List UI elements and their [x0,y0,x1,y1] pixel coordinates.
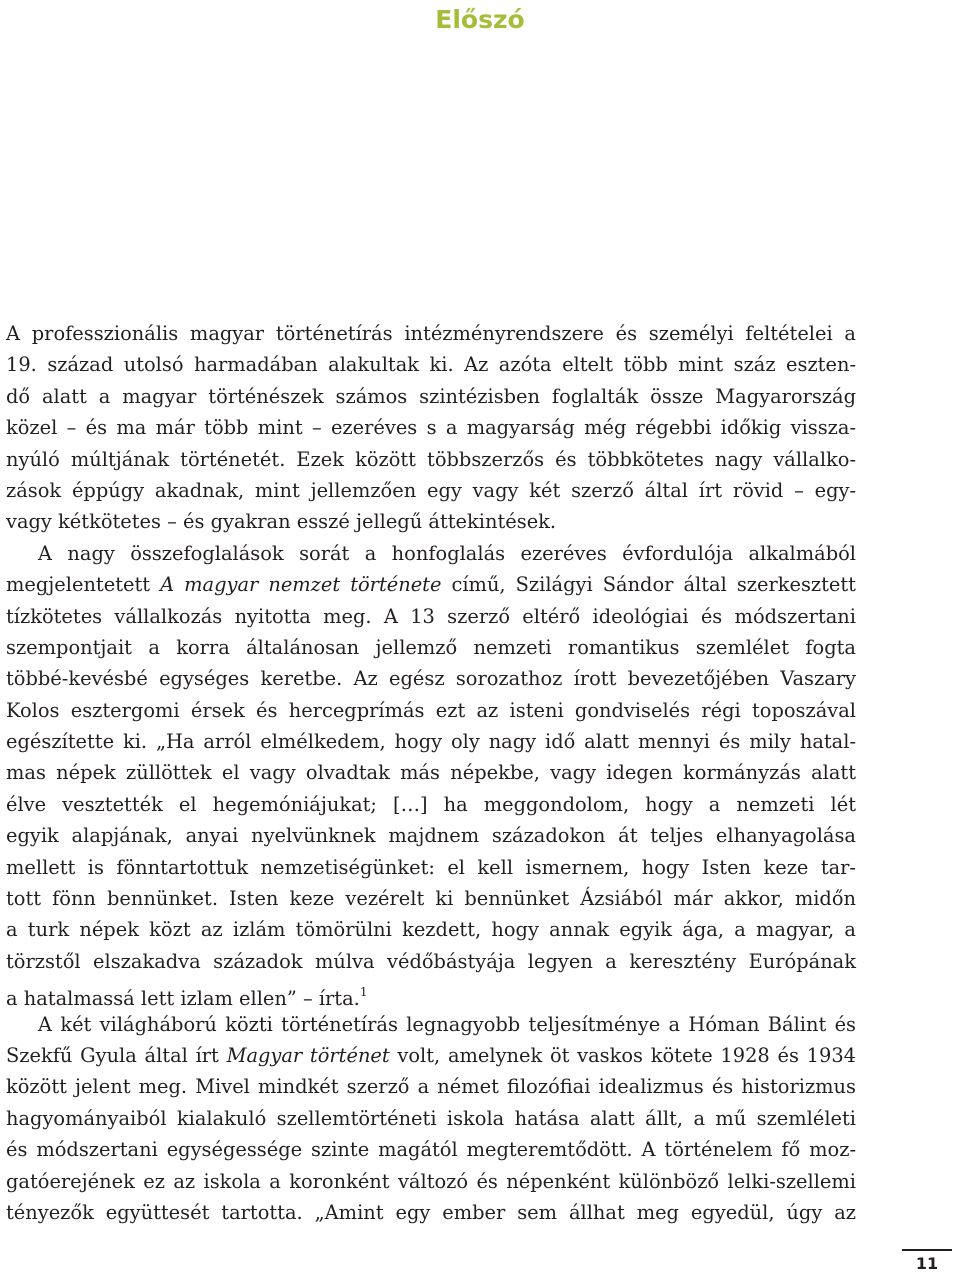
text-line: Szekfű Gyula által írt Magyar történet volt, amelynek öt vaskos kötete 1928 és 1934 [6,1043,856,1067]
text-line: Kolos esztergomi érsek és hercegprímás ezt az isteni gondviselés régi toposzával [6,698,856,722]
text-line: mas népek züllöttek el vagy olvadtak más népekbe, vagy idegen kormányzás alatt [6,761,856,785]
page-number: 11 [915,1254,939,1273]
text-line: szempontjait a korra általánosan jellemző nemzeti romantikus szemlélet fogta [6,635,856,659]
text-line: hagyományaiból kialakuló szellemtörténeti iskola hatása alatt állt, a mű szemléleti [6,1106,856,1130]
text-line: egészítette ki. „Ha arról elmélkedem, hogy oly nagy idő alatt mennyi és mily hatal- [6,730,856,754]
text-line: tényezők együttesét tartotta. „Amint egy ember sem állhat meg egyedül, úgy az [6,1200,856,1224]
text-line: zások éppúgy akadnak, mint jellemzően egy vagy két szerző által írt rövid – egy- [6,478,856,502]
text-line: nyúló múltjának történetét. Ezek között többszerzős és többkötetes nagy vállalko- [6,447,856,471]
book-title: A magyar nemzet története [160,573,442,597]
text-line: mellett is fönntartottuk nemzetiségünket: el kell ismernem, hogy Isten keze tar- [6,855,856,879]
text-line: dő alatt a magyar történészek számos szintézisben foglalták össze Magyarország [6,384,856,408]
text-line: A két világháború közti történetírás legnagyobb teljesítménye a Hóman Bálint és [38,1012,856,1036]
text-line: megjelentetett A magyar nemzet története című, Szilágyi Sándor által szerkesztett [6,573,856,597]
text-line: tízkötetes vállalkozás nyitotta meg. A 13 szerző eltérő ideológiai és módszertani [6,604,856,628]
text-line: élve vesztették el hegemóniájukat; […] ha meggondolom, hogy a nemzeti lét [6,792,856,816]
page-title: Előszó [435,5,525,34]
text-line: törzstől elszakadva századok múlva védőbástyája legyen a keresztény Európának [6,949,856,973]
text-line: vagy kétkötetes – és gyakran esszé jellegű áttekintések. [6,510,557,534]
text-line: 19. század utolsó harmadában alakultak ki. Az azóta eltelt több mint száz eszten- [6,353,856,377]
text-line: tott fönn bennünket. Isten keze vezérelt ki bennünket Ázsiából már akkor, midőn [6,887,856,911]
text-line: és módszertani egységessége szinte magától megteremtődött. A történelem fő moz- [6,1138,856,1162]
book-title: Magyar történet [226,1043,390,1067]
text-line: A professzionális magyar történetírás intézményrendszere és személyi feltételei a [6,322,856,345]
text-line-with-footnote [6,977,856,1011]
text-line: a turk népek közt az izlám tömörülni kezdett, hogy annak egyik ága, a magyar, a [6,918,856,942]
body-text [6,318,856,1228]
text-line: többé-kevésbé egységes keretbe. Az egész sorozathoz írott bevezetőjében Vaszary [6,667,856,691]
text-line: gatóerejének ez az iskola a koronként változó és népenként különböző lelki-szellemi [6,1169,856,1193]
footnote-marker: 1 [359,985,368,1000]
text-line: közel – és ma már több mint – ezeréves s a magyarság még régebbi időkig vissza- [6,416,856,440]
text-line: egyik alapjának, anyai nyelvünknek majdnem századokon át teljes elhanyagolása [6,824,856,848]
text-line: A nagy összefoglalások sorát a honfoglalás ezeréves évfordulója alkalmából [38,541,856,565]
text-line: között jelent meg. Mivel mindkét szerző a német filozófiai idealizmus és historizmus [6,1075,856,1099]
text-line: a hatalmassá lett izlam ellen” – írta. [6,987,360,1011]
footer-rule [902,1249,952,1251]
